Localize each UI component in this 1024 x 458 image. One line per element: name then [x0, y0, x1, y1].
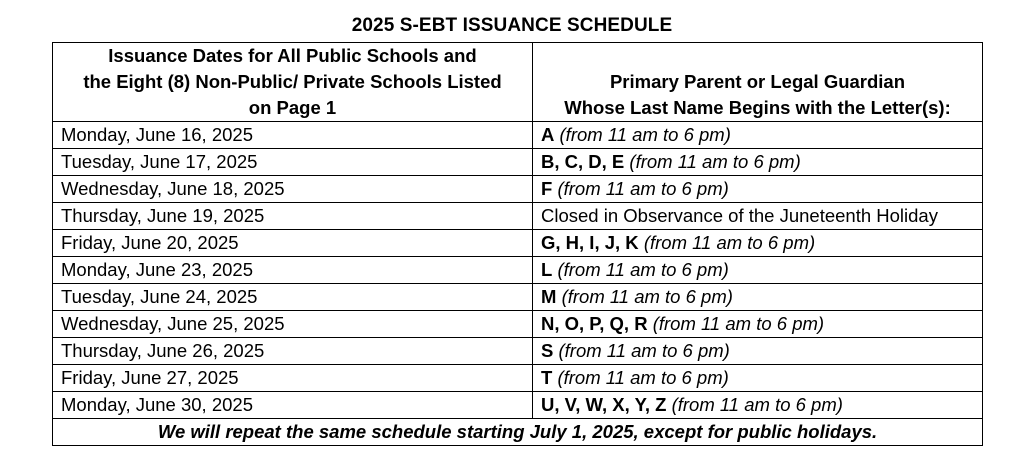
time-window: (from 11 am to 6 pm)	[561, 286, 733, 307]
last-name-letters-cell	[533, 149, 983, 176]
issuance-date-cell: Wednesday, June 25, 2025	[53, 311, 533, 338]
letters-label: M	[541, 286, 557, 307]
table-footer	[53, 419, 983, 446]
issuance-date-cell: Monday, June 16, 2025	[53, 122, 533, 149]
table-row	[53, 392, 983, 419]
time-window: (from 11 am to 6 pm)	[557, 367, 729, 388]
last-name-letters-cell	[533, 176, 983, 203]
last-name-letters-cell	[533, 338, 983, 365]
time-window: (from 11 am to 6 pm)	[557, 178, 729, 199]
last-name-letters-cell	[533, 203, 983, 230]
footer-note: We will repeat the same schedule starting July 1, 2025, except for public holidays.	[53, 419, 983, 446]
header-row	[53, 43, 983, 122]
header-line: Primary Parent or Legal Guardian	[609, 71, 906, 92]
table-row	[53, 338, 983, 365]
header-issuance-dates	[53, 43, 533, 122]
issuance-date-cell: Friday, June 27, 2025	[53, 365, 533, 392]
header-line: the Eight (8) Non-Public/ Private Schools Listed	[83, 71, 502, 92]
footer-row	[53, 419, 983, 446]
last-name-letters-cell	[533, 122, 983, 149]
last-name-letters-cell	[533, 284, 983, 311]
issuance-date-cell: Tuesday, June 17, 2025	[53, 149, 533, 176]
letters-label: N, O, P, Q, R	[541, 313, 648, 334]
time-window: (from 11 am to 6 pm)	[558, 340, 730, 361]
last-name-letters-cell	[533, 257, 983, 284]
header-line: Issuance Dates for All Public Schools and	[108, 45, 477, 66]
time-window: (from 11 am to 6 pm)	[629, 151, 801, 172]
header-line: Whose Last Name Begins with the Letter(s):	[564, 97, 951, 118]
closure-note: Closed in Observance of the Juneteenth Holiday	[541, 205, 938, 226]
page-title: 2025 S-EBT ISSUANCE SCHEDULE	[351, 15, 673, 36]
time-window: (from 11 am to 6 pm)	[557, 259, 729, 280]
table-row	[53, 176, 983, 203]
issuance-date-cell: Tuesday, June 24, 2025	[53, 284, 533, 311]
header-last-name-letters	[533, 43, 983, 122]
table-body	[53, 122, 983, 419]
letters-label: G, H, I, J, K	[541, 232, 639, 253]
table-row	[53, 365, 983, 392]
letters-label: S	[541, 340, 554, 361]
table-header	[53, 43, 983, 122]
letters-label: A	[541, 124, 555, 145]
issuance-date-cell: Monday, June 23, 2025	[53, 257, 533, 284]
time-window: (from 11 am to 6 pm)	[652, 313, 825, 334]
table-row	[53, 257, 983, 284]
table-row	[53, 122, 983, 149]
letters-label: L	[541, 259, 553, 280]
letters-label: F	[541, 178, 553, 199]
issuance-date-cell: Thursday, June 26, 2025	[53, 338, 533, 365]
letters-label: B, C, D, E	[541, 151, 625, 172]
last-name-letters-cell	[533, 365, 983, 392]
issuance-date-cell: Friday, June 20, 2025	[53, 230, 533, 257]
letters-label: T	[541, 367, 553, 388]
last-name-letters-cell	[533, 311, 983, 338]
table-row	[53, 284, 983, 311]
table-row	[53, 230, 983, 257]
issuance-date-cell: Thursday, June 19, 2025	[53, 203, 533, 230]
letters-label: U, V, W, X, Y, Z	[541, 394, 667, 415]
table-row	[53, 203, 983, 230]
issuance-date-cell: Wednesday, June 18, 2025	[53, 176, 533, 203]
last-name-letters-cell	[533, 230, 983, 257]
time-window: (from 11 am to 6 pm)	[671, 394, 843, 415]
header-line: on Page 1	[248, 97, 337, 118]
time-window: (from 11 am to 6 pm)	[559, 124, 731, 145]
table-row	[53, 311, 983, 338]
table-row	[53, 149, 983, 176]
issuance-date-cell: Monday, June 30, 2025	[53, 392, 533, 419]
time-window: (from 11 am to 6 pm)	[643, 232, 816, 253]
issuance-schedule-table	[52, 42, 983, 446]
last-name-letters-cell	[533, 392, 983, 419]
